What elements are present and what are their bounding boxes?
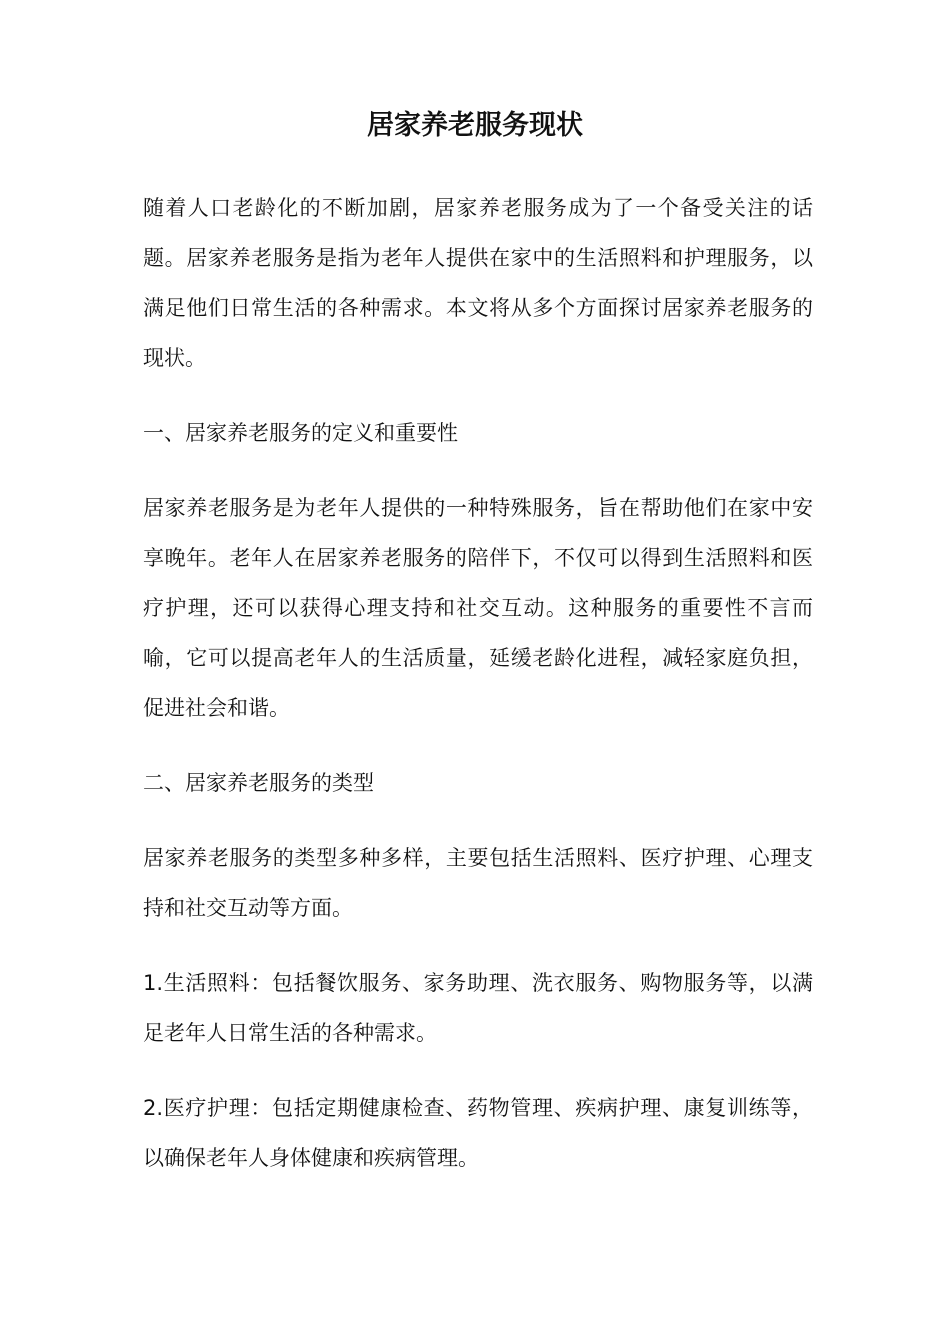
document-body (143, 183, 813, 1208)
section-2-item-2: 2.医疗护理：包括定期健康检查、药物管理、疾病护理、康复训练等，以确保老年人身体健康和疾病管理。 (143, 1096, 813, 1170)
section-2-paragraph: 居家养老服务的类型多种多样，主要包括生活照料、医疗护理、心理支持和社交互动等方面。 (143, 846, 813, 920)
intro-paragraph: 随着人口老龄化的不断加剧，居家养老服务成为了一个备受关注的话题。居家养老服务是指为老年人提供在家中的生活照料和护理服务，以满足他们日常生活的各种需求。本文将从多个方面探讨居家养老服务的现状。 (143, 196, 813, 370)
section-2-item-1: 1.生活照料：包括餐饮服务、家务助理、洗衣服务、购物服务等，以满足老年人日常生活的各种需求。 (143, 971, 813, 1045)
document-title: 居家养老服务现状 (367, 110, 583, 141)
section-1-paragraph: 居家养老服务是为老年人提供的一种特殊服务，旨在帮助他们在家中安享晚年。老年人在居家养老服务的陪伴下，不仅可以得到生活照料和医疗护理，还可以获得心理支持和社交互动。这种服务的重要性不言而喻，它可以提高老年人的生活质量，延缓老龄化进程，减轻家庭负担，促进社会和谐。 (143, 496, 813, 720)
section-2-heading: 二、居家养老服务的类型 (143, 771, 374, 795)
section-1-heading: 一、居家养老服务的定义和重要性 (143, 421, 458, 445)
